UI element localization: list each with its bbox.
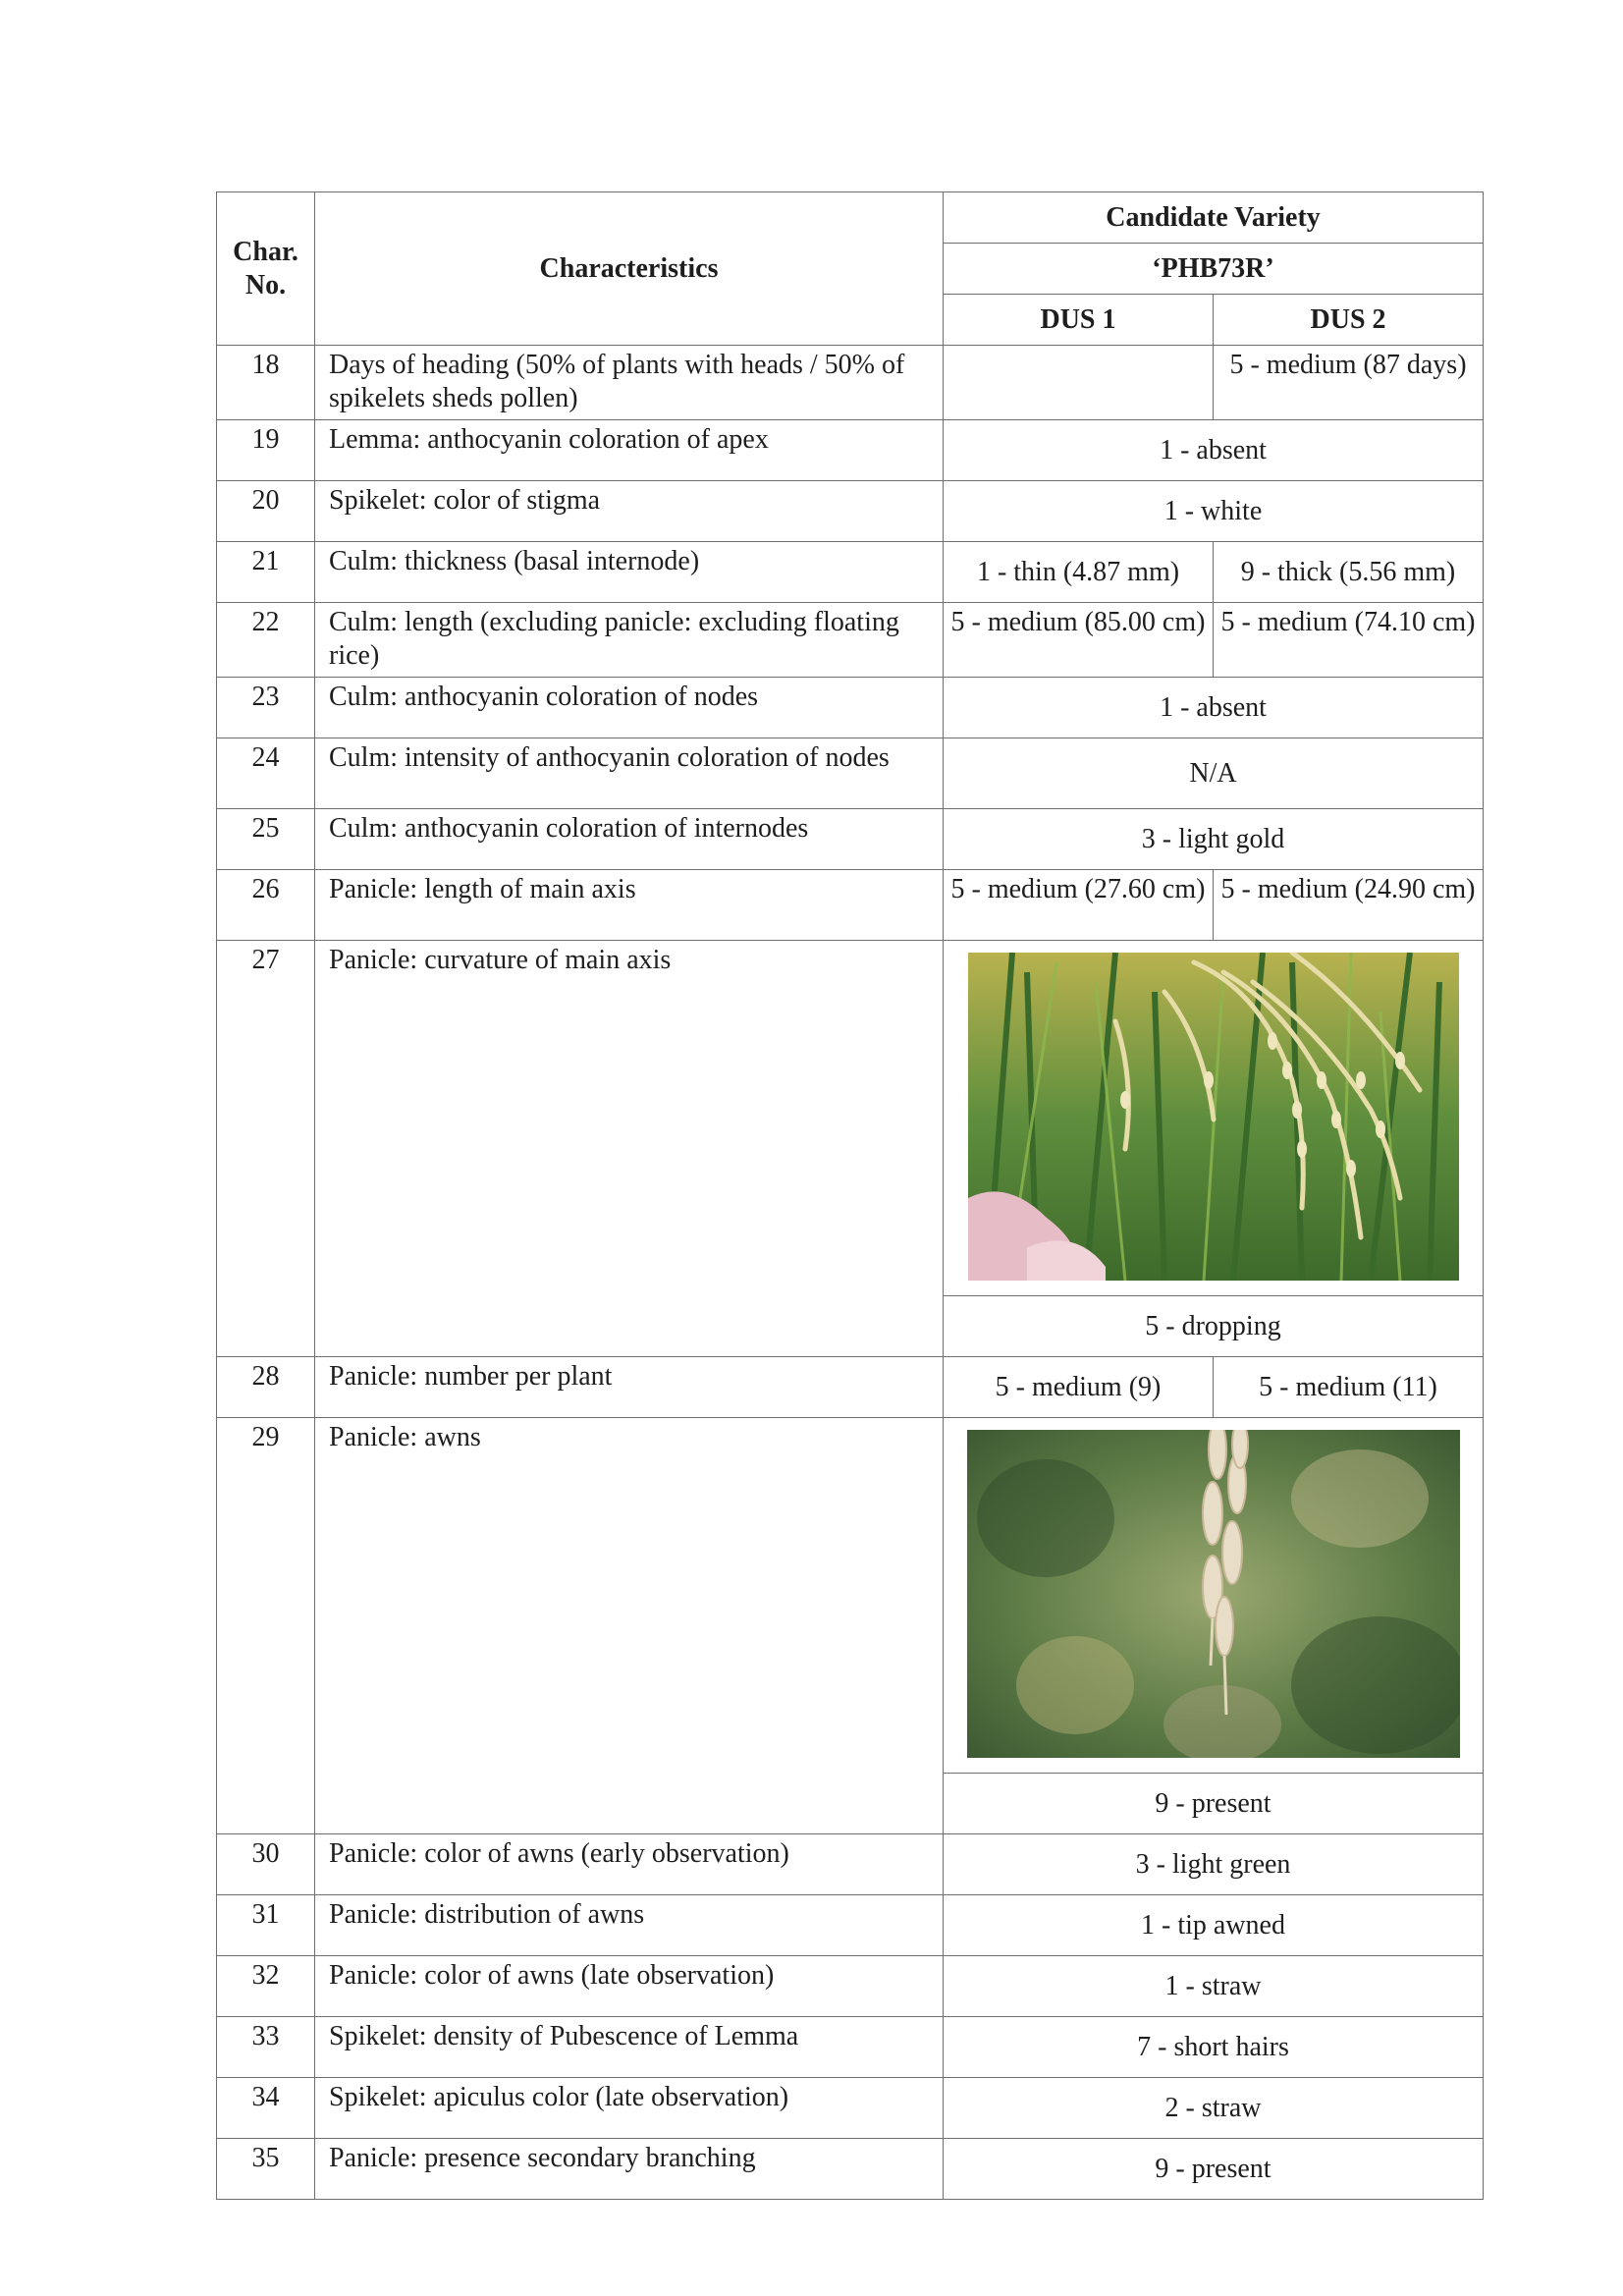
characteristic: Panicle: length of main axis bbox=[315, 870, 944, 941]
dus2-value: 5 - medium (87 days) bbox=[1214, 346, 1484, 420]
char-no: 21 bbox=[217, 542, 315, 603]
document-page bbox=[216, 191, 1483, 2200]
characteristics-table bbox=[216, 191, 1484, 2200]
dus1-value: 5 - medium (27.60 cm) bbox=[944, 870, 1214, 941]
combined-value: 1 - absent bbox=[944, 420, 1484, 481]
variety-name-header: ‘PHB73R’ bbox=[944, 244, 1484, 295]
dus1-value bbox=[944, 346, 1214, 420]
dus2-header: DUS 2 bbox=[1214, 295, 1484, 346]
characteristic: Culm: length (excluding panicle: excluding floating rice) bbox=[315, 603, 944, 678]
combined-value: 5 - dropping bbox=[944, 1296, 1484, 1357]
dus2-value: 5 - medium (74.10 cm) bbox=[1214, 603, 1484, 678]
dus1-value: 5 - medium (85.00 cm) bbox=[944, 603, 1214, 678]
combined-value: 7 - short hairs bbox=[944, 2017, 1484, 2078]
characteristic: Spikelet: color of stigma bbox=[315, 481, 944, 542]
combined-value: N/A bbox=[944, 738, 1484, 809]
combined-value: 1 - white bbox=[944, 481, 1484, 542]
table-row bbox=[217, 2078, 1484, 2139]
rice-awns-photo bbox=[967, 1430, 1460, 1758]
table-row bbox=[217, 738, 1484, 809]
dus2-value: 9 - thick (5.56 mm) bbox=[1214, 542, 1484, 603]
char-no: 33 bbox=[217, 2017, 315, 2078]
char-no: 20 bbox=[217, 481, 315, 542]
combined-value: 1 - absent bbox=[944, 678, 1484, 738]
combined-value: 1 - straw bbox=[944, 1956, 1484, 2017]
characteristic: Culm: anthocyanin coloration of nodes bbox=[315, 678, 944, 738]
characteristic: Lemma: anthocyanin coloration of apex bbox=[315, 420, 944, 481]
photo-cell bbox=[944, 941, 1484, 1296]
char-no: 34 bbox=[217, 2078, 315, 2139]
characteristics-header: Characteristics bbox=[315, 192, 944, 346]
combined-value: 9 - present bbox=[944, 2139, 1484, 2200]
characteristic: Panicle: color of awns (late observation) bbox=[315, 1956, 944, 2017]
table-row bbox=[217, 678, 1484, 738]
char-no: 30 bbox=[217, 1834, 315, 1895]
char-no: 31 bbox=[217, 1895, 315, 1956]
characteristic: Panicle: presence secondary branching bbox=[315, 2139, 944, 2200]
table-row bbox=[217, 481, 1484, 542]
characteristic: Spikelet: density of Pubescence of Lemma bbox=[315, 2017, 944, 2078]
dus2-value: 5 - medium (11) bbox=[1214, 1357, 1484, 1418]
characteristic: Days of heading (50% of plants with heads / 50% of spikelets sheds pollen) bbox=[315, 346, 944, 420]
characteristic: Panicle: curvature of main axis bbox=[315, 941, 944, 1357]
dus1-value: 5 - medium (9) bbox=[944, 1357, 1214, 1418]
table-row bbox=[217, 1418, 1484, 1774]
table-row bbox=[217, 2017, 1484, 2078]
char-no-header-text: Char. No. bbox=[233, 236, 298, 301]
char-no: 35 bbox=[217, 2139, 315, 2200]
characteristic: Panicle: color of awns (early observation) bbox=[315, 1834, 944, 1895]
table-row bbox=[217, 870, 1484, 941]
combined-value: 2 - straw bbox=[944, 2078, 1484, 2139]
char-no: 27 bbox=[217, 941, 315, 1357]
combined-value: 3 - light green bbox=[944, 1834, 1484, 1895]
header-row bbox=[217, 192, 1484, 244]
table-row bbox=[217, 346, 1484, 420]
table-row bbox=[217, 1357, 1484, 1418]
combined-value: 1 - tip awned bbox=[944, 1895, 1484, 1956]
char-no: 25 bbox=[217, 809, 315, 870]
char-no: 19 bbox=[217, 420, 315, 481]
characteristic: Culm: thickness (basal internode) bbox=[315, 542, 944, 603]
char-no: 24 bbox=[217, 738, 315, 809]
combined-value: 9 - present bbox=[944, 1774, 1484, 1834]
table-row bbox=[217, 941, 1484, 1296]
char-no: 26 bbox=[217, 870, 315, 941]
dus1-value: 1 - thin (4.87 mm) bbox=[944, 542, 1214, 603]
characteristic: Culm: intensity of anthocyanin coloration of nodes bbox=[315, 738, 944, 809]
char-no: 18 bbox=[217, 346, 315, 420]
characteristic: Spikelet: apiculus color (late observation) bbox=[315, 2078, 944, 2139]
characteristic: Culm: anthocyanin coloration of internodes bbox=[315, 809, 944, 870]
characteristic: Panicle: awns bbox=[315, 1418, 944, 1834]
table-row bbox=[217, 1956, 1484, 2017]
dus1-header: DUS 1 bbox=[944, 295, 1214, 346]
photo-cell bbox=[944, 1418, 1484, 1774]
table-row bbox=[217, 2139, 1484, 2200]
char-no: 28 bbox=[217, 1357, 315, 1418]
table-row bbox=[217, 420, 1484, 481]
characteristic: Panicle: number per plant bbox=[315, 1357, 944, 1418]
char-no: 23 bbox=[217, 678, 315, 738]
combined-value: 3 - light gold bbox=[944, 809, 1484, 870]
char-no: 22 bbox=[217, 603, 315, 678]
table-row bbox=[217, 809, 1484, 870]
char-no-header bbox=[217, 192, 315, 346]
candidate-variety-header: Candidate Variety bbox=[944, 192, 1484, 244]
table-row bbox=[217, 603, 1484, 678]
characteristic: Panicle: distribution of awns bbox=[315, 1895, 944, 1956]
table-row bbox=[217, 542, 1484, 603]
table-row bbox=[217, 1895, 1484, 1956]
char-no: 29 bbox=[217, 1418, 315, 1834]
rice-panicle-curvature-photo bbox=[968, 953, 1459, 1281]
dus2-value: 5 - medium (24.90 cm) bbox=[1214, 870, 1484, 941]
char-no: 32 bbox=[217, 1956, 315, 2017]
table-row bbox=[217, 1834, 1484, 1895]
